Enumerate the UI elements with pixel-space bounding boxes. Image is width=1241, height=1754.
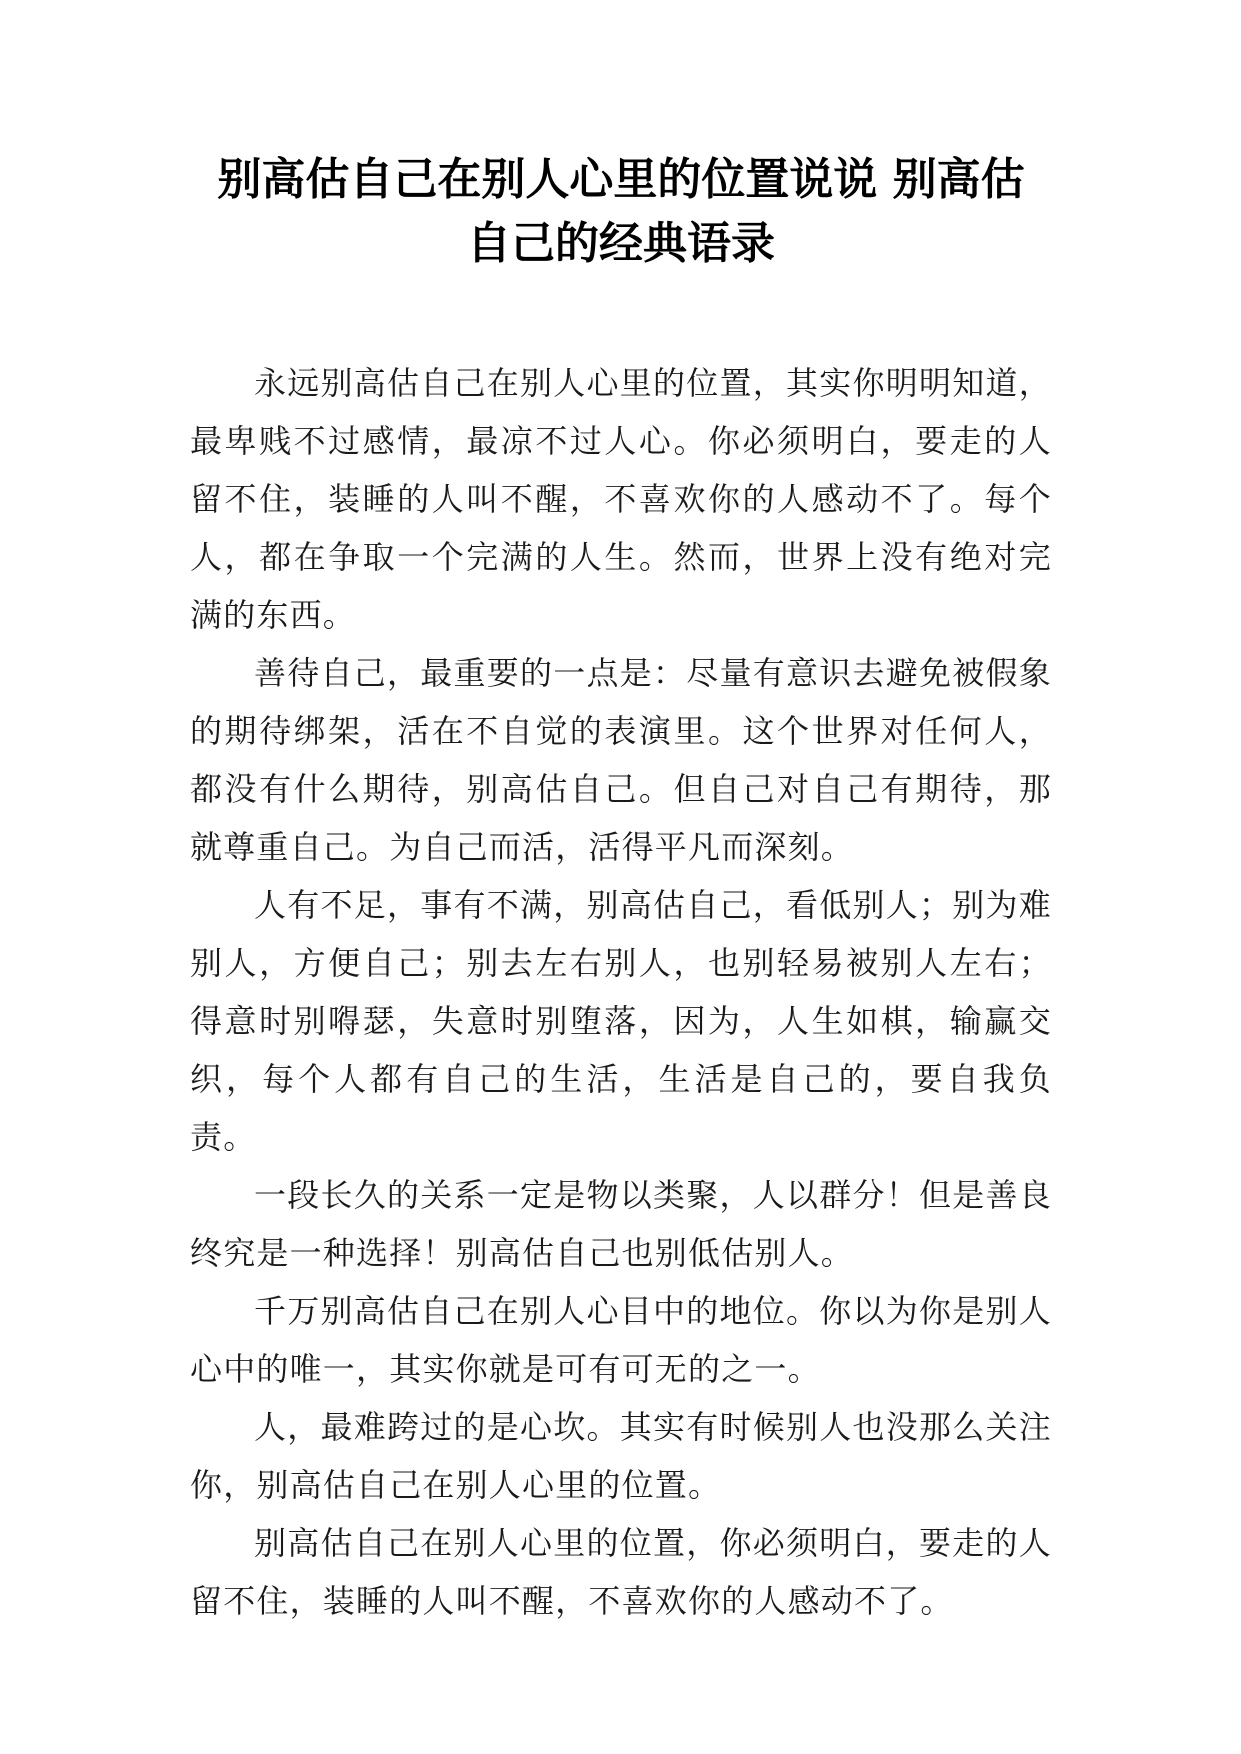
title-line-2: 自己的经典语录 xyxy=(467,218,775,269)
paragraph-2: 善待自己，最重要的一点是：尽量有意识去避免被假象的期待绑架，活在不自觉的表演里。这个世界对任何人，都没有什么期待，别高估自己。但自己对自己有期待，那就尊重自己。为自己而活，活得平凡而深刻。 xyxy=(190,654,1052,866)
document-body xyxy=(190,354,1052,1630)
paragraph-5: 千万别高估自己在别人心目中的地位。你以为你是别人心中的唯一，其实你就是可有可无的之一。 xyxy=(190,1292,1052,1388)
paragraph-3: 人有不足，事有不满，别高估自己，看低别人；别为难别人，方便自己；别去左右别人，也别轻易被别人左右；得意时别嘚瑟，失意时别堕落，因为，人生如棋，输赢交织，每个人都有自己的生活，生活是自己的，要自我负责。 xyxy=(190,886,1052,1156)
paragraph-1: 永远别高估自己在别人心里的位置，其实你明明知道，最卑贱不过感情，最凉不过人心。你必须明白，要走的人留不住，装睡的人叫不醒，不喜欢你的人感动不了。每个人，都在争取一个完满的人生。然而，世界上没有绝对完满的东西。 xyxy=(190,364,1052,634)
paragraph-6: 人，最难跨过的是心坎。其实有时候别人也没那么关注你，别高估自己在别人心里的位置。 xyxy=(190,1408,1052,1504)
paragraph-7: 别高估自己在别人心里的位置，你必须明白，要走的人留不住，装睡的人叫不醒，不喜欢你的人感动不了。 xyxy=(190,1524,1052,1620)
title-line-1: 别高估自己在别人心里的位置说说 别高估 xyxy=(217,154,1025,205)
paragraph-4: 一段长久的关系一定是物以类聚，人以群分！但是善良终究是一种选择！别高估自己也别低估别人。 xyxy=(190,1176,1052,1272)
document-title xyxy=(190,148,1052,276)
